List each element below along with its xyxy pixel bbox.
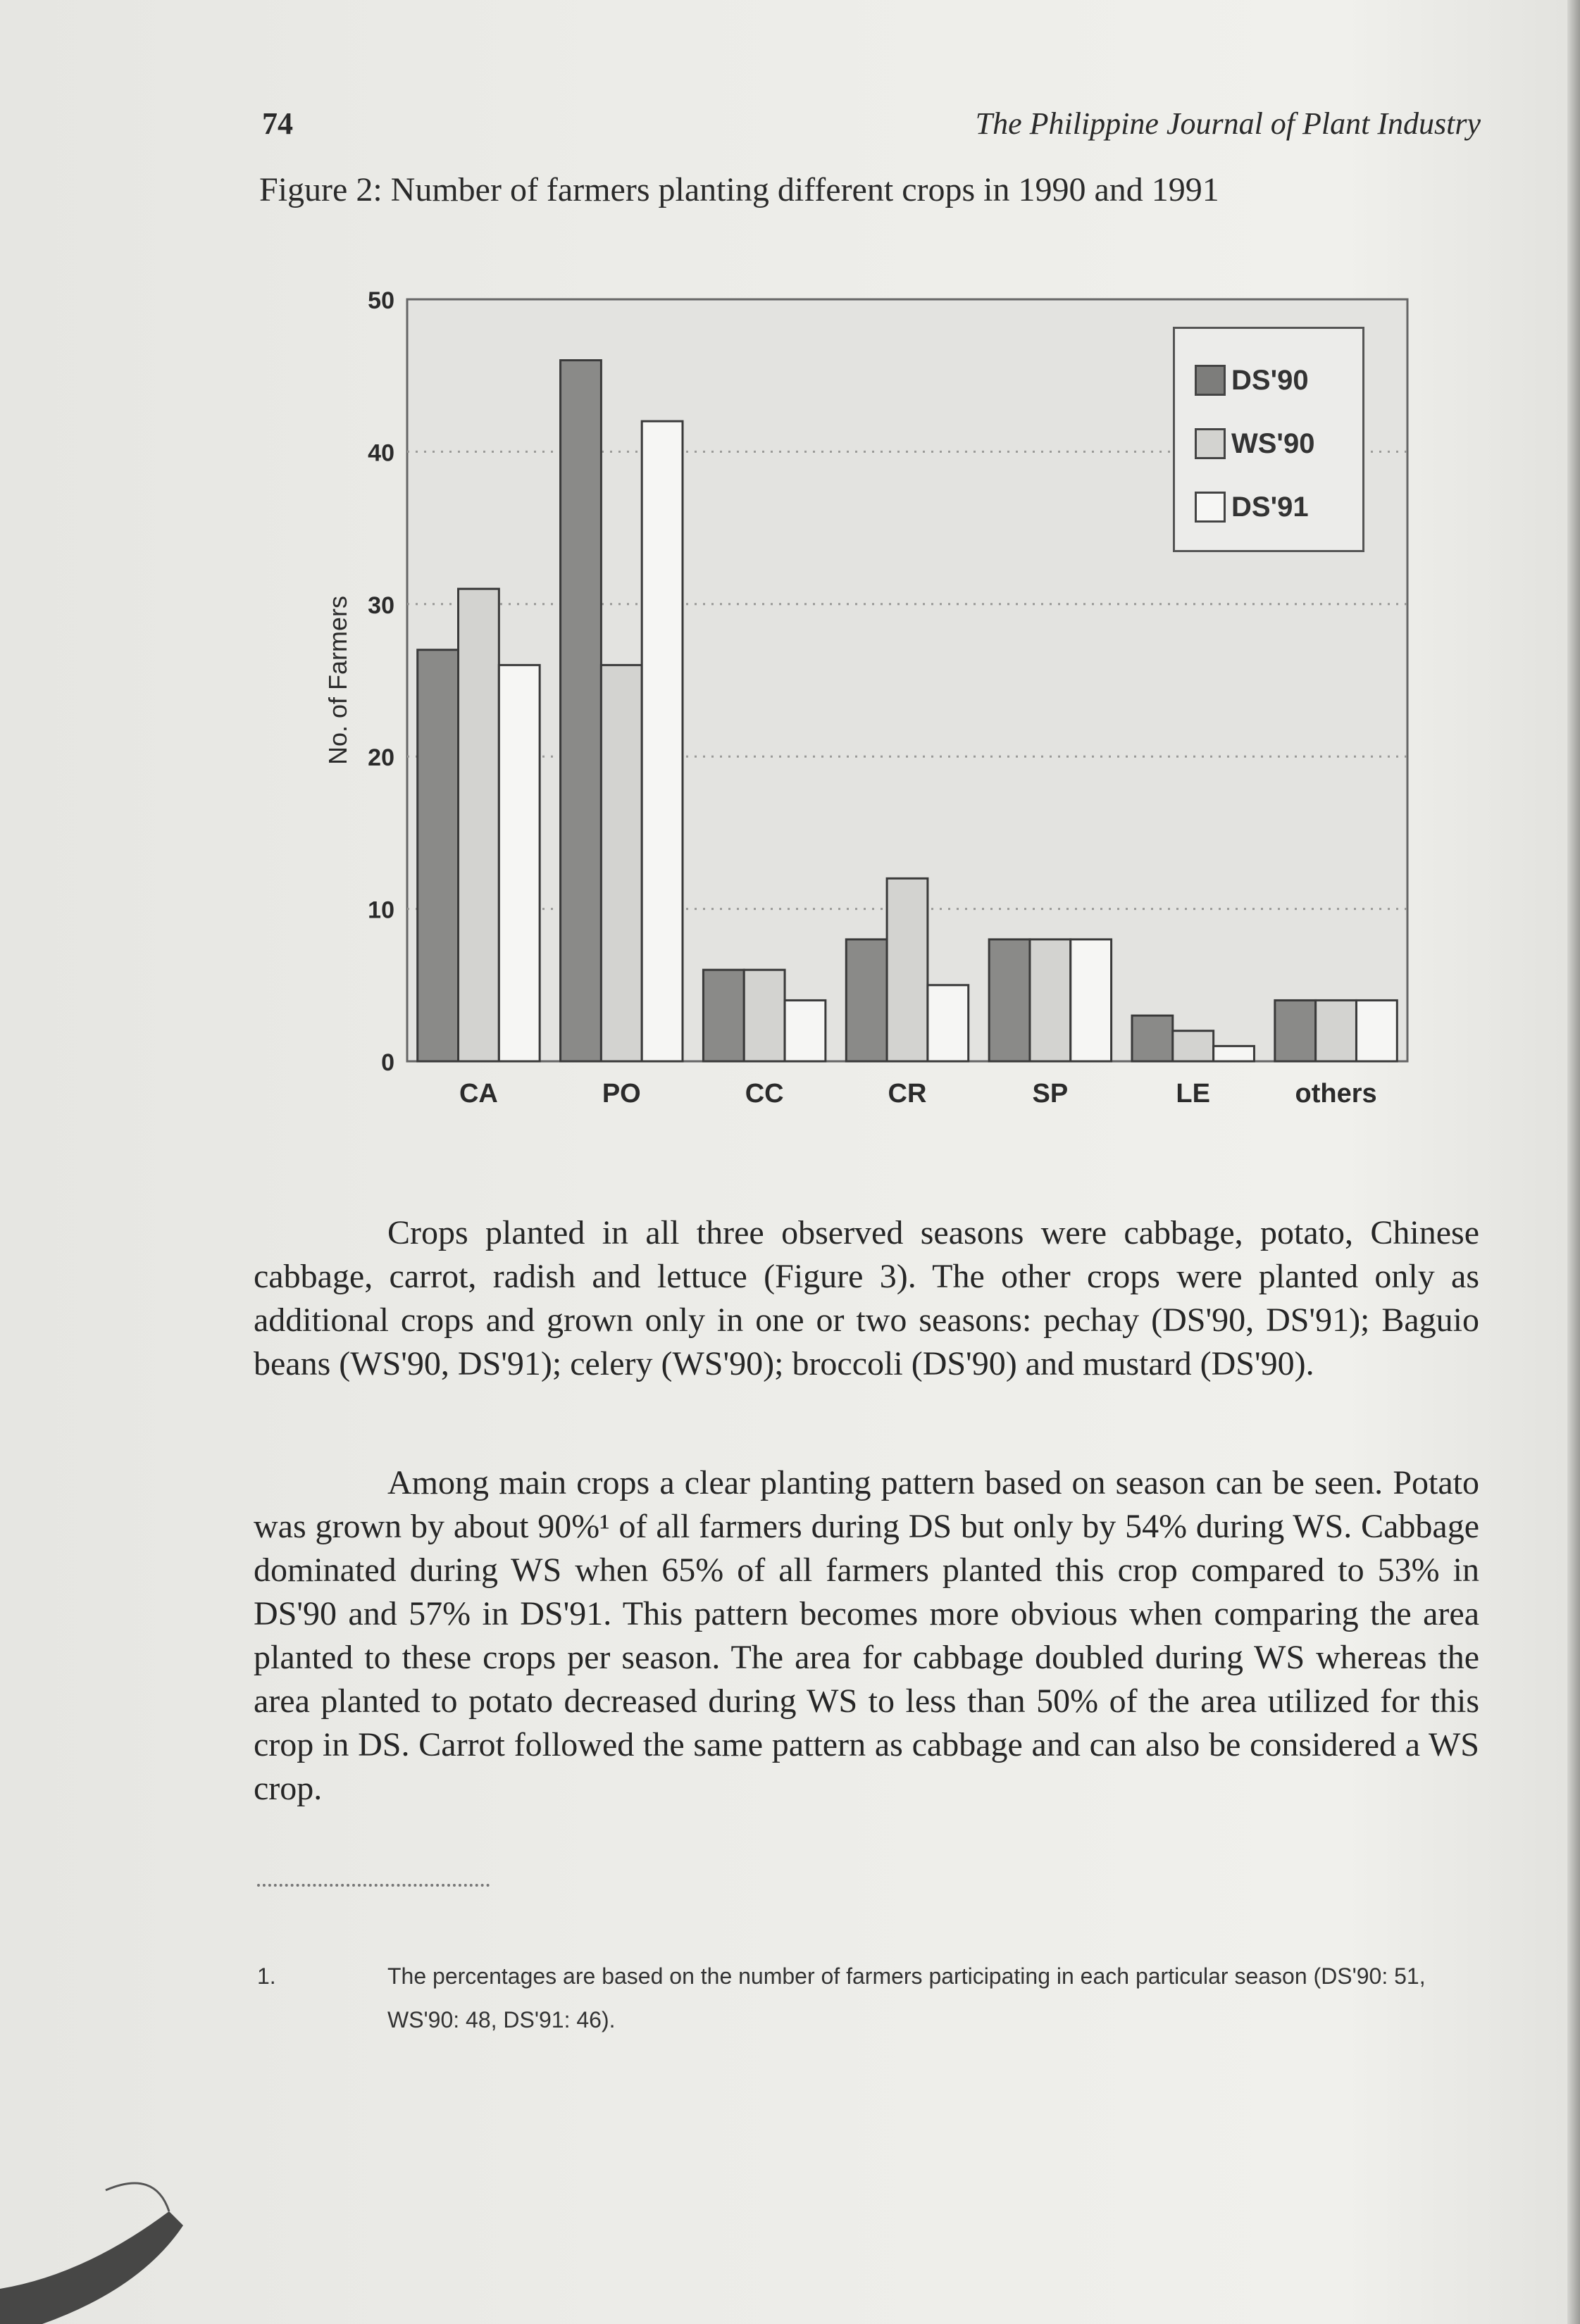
legend-swatch-ws90: [1195, 428, 1226, 459]
footnote-text: The percentages are based on the number of farmers participating in each particular season (DS'90: 51, WS'90: 48, DS'91: 46).: [387, 1963, 1426, 2032]
bar-po-ws90: [601, 665, 642, 1061]
legend-label-ds91: DS'91: [1231, 491, 1309, 523]
footnote-separator: [257, 1884, 490, 1887]
bar-chart: [303, 268, 1458, 1127]
bar-others-ds91: [1356, 1000, 1397, 1061]
chart-legend: [1173, 327, 1364, 552]
page-number: 74: [262, 106, 293, 141]
page-header: [262, 99, 1481, 148]
y-tick-label-50: 50: [368, 287, 394, 314]
bar-others-ds90: [1275, 1000, 1316, 1061]
bar-ca-ws90: [459, 589, 499, 1061]
x-tick-label-cc: CC: [745, 1079, 784, 1108]
body-paragraph-1: [254, 1211, 1479, 1386]
legend-item-ws90: [1195, 426, 1314, 461]
legend-label-ds90: DS'90: [1231, 364, 1309, 396]
x-tick-label-le: LE: [1176, 1079, 1210, 1108]
bar-cr-ds90: [846, 939, 887, 1061]
y-tick-label-40: 40: [368, 439, 394, 467]
body-paragraph-2: [254, 1461, 1479, 1811]
x-tick-label-ca: CA: [459, 1079, 498, 1108]
y-tick-label-20: 20: [368, 744, 394, 772]
bar-sp-ds91: [1071, 939, 1112, 1061]
thumb-shadow: [0, 2169, 197, 2324]
paragraph-1-text: Crops planted in all three observed seasons were cabbage, potato, Chinese cabbage, carrot, radish and lettuce (Figure 3). The other crops were planted only as additional crops and grown only in one or two seasons: pechay (DS'90, DS'91); Baguio beans (WS'90, DS'91); celery (WS'90); broccoli (DS'90) and mustard (DS'90).: [254, 1214, 1479, 1382]
legend-swatch-ds91: [1195, 492, 1226, 523]
bar-po-ds91: [642, 421, 683, 1061]
bar-others-ws90: [1316, 1000, 1357, 1061]
bar-cr-ds91: [928, 985, 969, 1061]
figure-caption: Figure 2: Number of farmers planting different crops in 1990 and 1991: [259, 171, 1219, 208]
x-tick-label-po: PO: [602, 1079, 641, 1108]
y-tick-label-10: 10: [368, 897, 394, 924]
x-tick-label-cr: CR: [888, 1079, 927, 1108]
x-tick-label-sp: SP: [1032, 1079, 1069, 1108]
legend-swatch-ds90: [1195, 365, 1226, 396]
bar-po-ds90: [561, 361, 602, 1061]
bar-le-ds90: [1132, 1016, 1173, 1061]
bar-cr-ws90: [887, 878, 928, 1061]
y-tick-label-0: 0: [381, 1049, 394, 1076]
paragraph-2-text: Among main crops a clear planting pattern based on season can be seen. Potato was grown by about 90%¹ of all farmers during DS but only by 54% during WS. Cabbage dominated during WS when 65% of all farmers planted this crop compared to 53% in DS'90 and 57% in DS'91. This pattern becomes more obvious when comparing the area planted to these crops per season. The area for cabbage doubled during WS whereas the area planted to potato decreased during WS to less than 50% of the area utilized for this crop in DS. Carrot followed the same pattern as cabbage and can also be considered a WS crop.: [254, 1464, 1479, 1807]
bar-cc-ds90: [703, 970, 744, 1061]
y-tick-label-30: 30: [368, 592, 394, 619]
x-tick-label-others: others: [1295, 1079, 1377, 1108]
y-axis-label: No. of Farmers: [323, 595, 352, 766]
bar-le-ds91: [1214, 1046, 1255, 1061]
bar-le-ws90: [1173, 1031, 1214, 1061]
bar-ca-ds91: [499, 665, 540, 1061]
bar-ca-ds90: [418, 650, 459, 1061]
bar-cc-ds91: [785, 1000, 826, 1061]
legend-label-ws90: WS'90: [1231, 427, 1315, 459]
footnote-number: 1.: [257, 1963, 276, 1989]
page-edge-shadow: [1567, 0, 1580, 2324]
bar-cc-ws90: [744, 970, 785, 1061]
journal-title: The Philippine Journal of Plant Industry: [975, 106, 1481, 141]
legend-item-ds90: [1195, 363, 1309, 398]
legend-item-ds91: [1195, 489, 1309, 525]
bar-sp-ws90: [1030, 939, 1071, 1061]
bar-sp-ds90: [989, 939, 1030, 1061]
